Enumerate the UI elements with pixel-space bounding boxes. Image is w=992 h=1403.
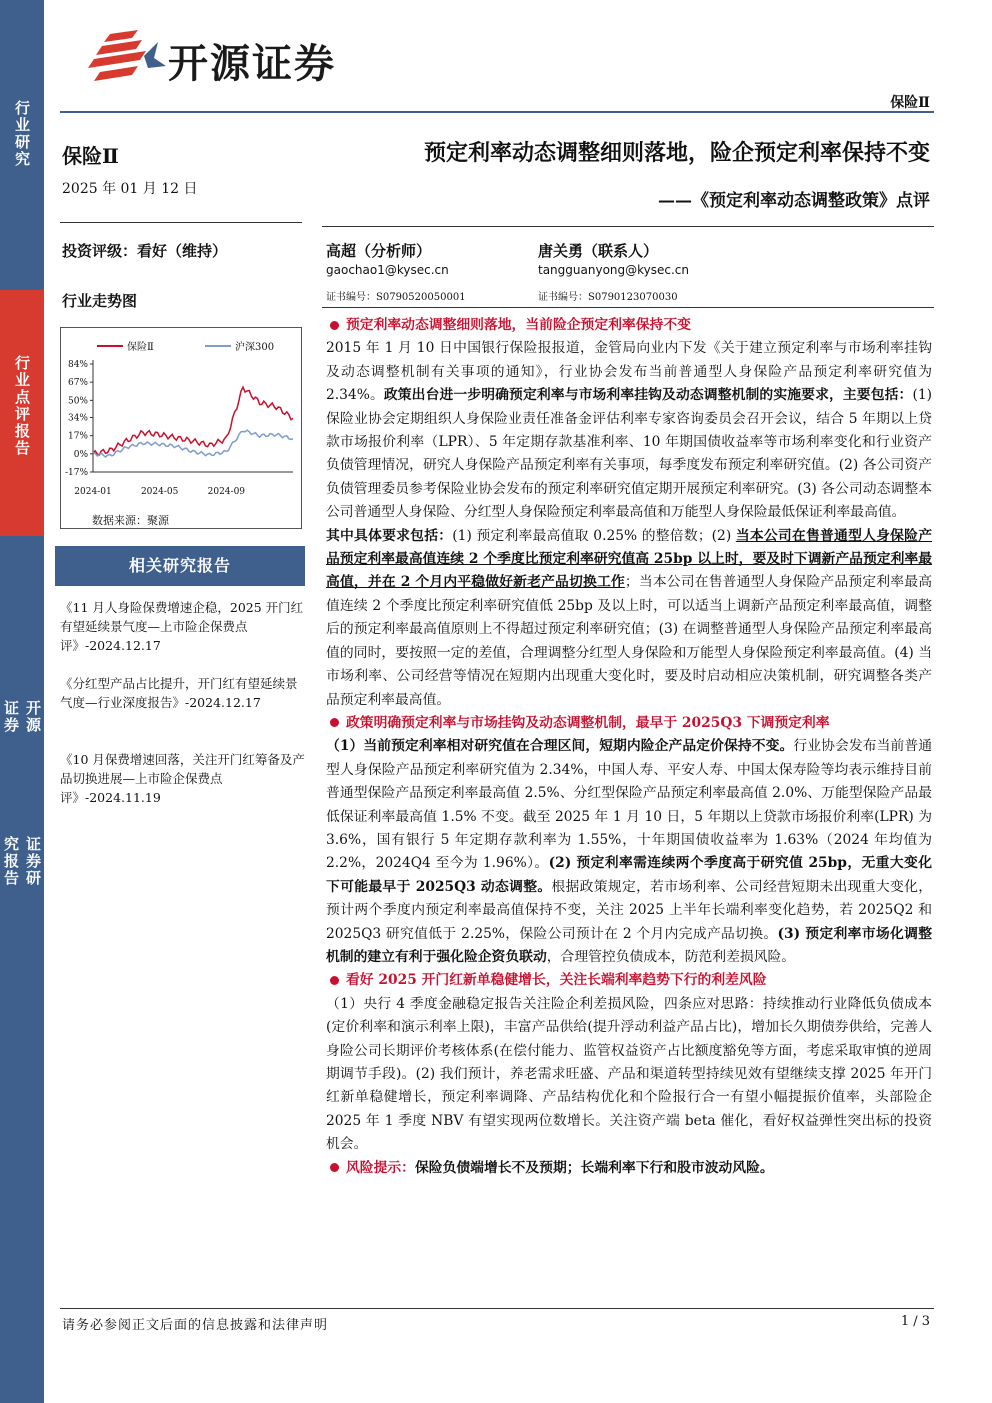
bullet-icon — [330, 321, 339, 330]
x-tick-label: 2024-01 — [74, 487, 112, 497]
bullet-icon — [330, 976, 339, 985]
side-label-brand: 开源证券 证券研究报告 — [2, 700, 42, 888]
contact-cert: 证书编号：S0790123070030 — [538, 292, 678, 303]
paragraph: 其中具体要求包括：(1) 预定利率最高值取 0.25% 的整倍数；(2) 当本公司在售普通型人身保险产品预定利率最高值连续 2 个季度比预定利率研究值高 25bp 以上时，要及时下调新产品预定利率最高值，并在 2 个月内平稳做好新老产品切换工作；当本公司在售普通型人身保险产品预定利率最高值连续 2 个季度比预定利率研究值低 25bp 及以上时，可以适当上调新产品预定利率最高值，调整后的预定利率最高值原则上不得超过预定利率研究值；(3) 在调整普通型人身保险产品预定利率最高值的同时，要按照一定的差值，合理调整分红型人身保险和万能型人身保险预定利率最高值。(4) 当市场利率、公司经营等情况在短期内出现重大变化时，要及时启动相应决策机制，研究调整各类产品预定利率最高值。 — [326, 527, 933, 708]
y-tick-label: 34% — [67, 413, 88, 424]
trend-chart-title: 行业走势图 — [62, 292, 138, 310]
footer-divider — [60, 1308, 934, 1309]
report-subtitle: ——《预定利率动态调整政策》点评 — [658, 191, 930, 211]
related-report-link[interactable]: 《11 月人身险保费增速企稳，2025 开门红有望延续景气度—上市险企保费点评》-2024.12.17 — [60, 600, 304, 653]
brand-logo-icon — [88, 28, 168, 86]
section-heading: 预定利率动态调整细则落地，当前险企预定利率保持不变 — [326, 314, 932, 337]
analyst-name: 高超（分析师） — [326, 242, 432, 260]
sector-name: 保险Ⅱ — [62, 144, 119, 168]
header-sector-label: 保险Ⅱ — [890, 95, 930, 111]
related-reports-header: 相关研究报告 — [55, 546, 305, 586]
related-report-link[interactable]: 《分红型产品占比提升，开门红有望延续景气度—行业深度报告》-2024.12.17 — [60, 676, 298, 710]
contact-email[interactable]: tangguanyong@kysec.cn — [538, 263, 690, 277]
bullet-icon — [330, 1163, 339, 1172]
section-heading: 政策明确预定利率与市场挂钩及动态调整机制，最早于 2025Q3 下调预定利率 — [326, 712, 932, 735]
analyst-email[interactable]: gaochao1@kysec.cn — [326, 263, 449, 277]
divider — [60, 222, 302, 223]
side-label-report-type: 行业点评报告 — [13, 355, 31, 457]
section-heading: 看好 2025 开门红新单稳健增长，关注长端利率趋势下行的利差风险 — [326, 969, 932, 992]
risk-note: 风险提示：保险负债端增长不及预期；长端利率下行和股市波动风险。 — [326, 1157, 932, 1180]
paragraph: （1）当前预定利率相对研究值在合理区间，短期内险企产品定价保持不变。行业协会发布当前普通型人身保险产品预定利率研究值为 2.34%，中国人寿、平安人寿、中国太保寿险等均表示维持目前普通型保险产品预定利率最高值 2.5%、分红型保险产品预定利率最高值 2.0%、万能型保险产品最低保证利率最高值 1.5% 不变。截至 2025 年 1 月 10 日，5 年期以上贷款市场报价利率(LPR) 为 3.6%，国有银行 5 年定期存款利率为 1.55%，十年期国债收益率为 1.63%（2024 年均值为 2.2%，2024Q4 至今为 1.96%）。(2) 预定利率需连续两个季度高于研究值 25bp，无重大变化下可能最早于 2025Q3 动态调整。根据政策规定，若市场利率、公司经营短期未出现重大变化，预计两个季度内预定利率最高值保持不变，关注 2025 上半年长端利率变化趋势，若 2025Q2 和 2025Q3 研究值低于 2.25%，保险公司预计在 2 个月内完成产品切换。(3) 预定利率市场化调整机制的建立有利于强化险企资负联动，合理管控负债成本，防范利差损风险。 — [326, 738, 933, 965]
data-source: 数据来源：聚源 — [92, 514, 169, 527]
investment-rating: 投资评级：看好（维持） — [62, 242, 228, 260]
series-line — [93, 387, 293, 455]
report-title: 预定利率动态调整细则落地，险企预定利率保持不变 — [423, 140, 930, 166]
report-date: 2025 年 01 月 12 日 — [62, 181, 198, 197]
trend-chart-svg — [61, 328, 301, 528]
y-tick-label: -17% — [64, 468, 88, 478]
footer-disclaimer: 请务必参阅正文后面的信息披露和法律声明 — [62, 1318, 329, 1333]
divider — [322, 226, 934, 227]
trend-chart — [60, 327, 302, 529]
y-tick-label: 17% — [67, 431, 88, 442]
y-tick-label: 50% — [67, 396, 88, 407]
legend-label: 保险Ⅱ — [127, 342, 154, 353]
analyst-cert: 证书编号：S0790520050001 — [326, 292, 466, 303]
paragraph: （1）央行 4 季度金融稳定报告关注险企利差损风险，四条应对思路：持续推动行业降低负债成本(定价利率和演示利率上限)，丰富产品供给(提升浮动利益产品占比)，增加长久期债券供给，完善人身险公司长期评价考核体系(在偿付能力、监管权益资产占比额度豁免等方面，考虑采取审慎的逆周期调节手段)。(2) 我们预计，养老需求旺盛、产品和渠道转型持续见效有望继续支撑 2025 年开门红新单稳健增长，预定利率调降、产品结构优化和个险报行合一有望小幅提振价值率，头部险企 2025 年 1 季度 NBV 有望实现两位数增长。关注资产端 beta 催化，看好权益弹性突出标的投资机会。 — [326, 995, 932, 1153]
y-tick-label: 84% — [67, 360, 88, 370]
header-divider — [60, 111, 934, 113]
bullet-icon — [330, 718, 339, 727]
report-body — [326, 314, 932, 1180]
divider — [322, 307, 934, 308]
y-tick-label: 67% — [67, 378, 88, 389]
side-label-industry-research: 行业研究 — [13, 100, 31, 168]
y-tick-label: 0% — [73, 449, 88, 460]
page-number: 1 / 3 — [900, 1314, 930, 1329]
legend-label: 沪深300 — [235, 342, 275, 353]
contact-name: 唐关勇（联系人） — [538, 242, 659, 260]
x-tick-label: 2024-05 — [140, 487, 179, 497]
brand-name: 开源证券 — [168, 41, 336, 87]
paragraph: 2015 年 1 月 10 日中国银行保险报报道，金管局向业内下发《关于建立预定利率与市场利率挂钩及动态调整机制有关事项的通知》，行业协会发布当前普通型人身保险产品预定利率研究值为 2.34%。政策出台进一步明确预定利率与市场利率挂钩及动态调整机制的实施要求，主要包括：(1) 保险业协会定期组织人身保险业责任准备金评估利率专家咨询委员会召开会议，结合 5 年期以上贷款市场报价利率（LPR）、5 年定期存款基准利率、10 年期国债收益率等市场利率变化和行业资产负债管理情况，研究人身保险产品预定利率有关事项，每季度发布预定利率研究值。(2) 各公司资产负债管理委员参考保险业协会发布的预定利率研究值定期开展预定利率研究。(3) 各公司动态调整本公司普通型人身保险、分红型人身保险预定利率最高值和万能型人身保险最低保证利率最高值。 — [326, 340, 932, 521]
related-report-link[interactable]: 《10 月保费增速回落，关注开门红筹备及产品切换进展—上市险企保费点评》-2024.11.19 — [60, 752, 305, 805]
x-tick-label: 2024-09 — [207, 487, 246, 497]
